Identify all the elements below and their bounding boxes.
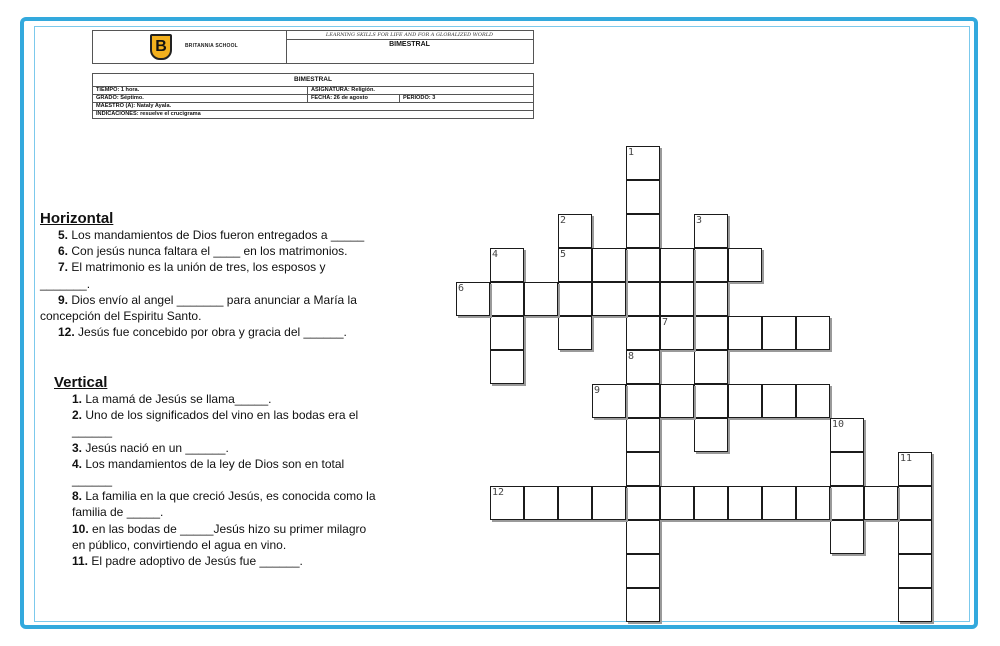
crossword-cell[interactable] bbox=[694, 350, 728, 384]
crossword-cell[interactable] bbox=[694, 316, 728, 350]
info-asignatura: ASIGNATURA: Religión. bbox=[308, 87, 534, 95]
clue-number-9: 9 bbox=[594, 385, 601, 396]
crossword-cell[interactable] bbox=[626, 248, 660, 282]
crossword-cell[interactable] bbox=[660, 248, 694, 282]
crossword-cell[interactable] bbox=[728, 248, 762, 282]
info-title: BIMESTRAL bbox=[93, 74, 534, 87]
crossword-cell[interactable] bbox=[490, 350, 524, 384]
crossword-cell[interactable] bbox=[626, 316, 660, 350]
crossword-cell[interactable] bbox=[524, 486, 558, 520]
crossword-cell[interactable] bbox=[864, 486, 898, 520]
crossword-cell[interactable] bbox=[660, 282, 694, 316]
crossword-cell[interactable] bbox=[898, 520, 932, 554]
clue-number-3: 3 bbox=[696, 215, 703, 226]
clue-number-11: 11 bbox=[900, 453, 913, 464]
clue-h9: 9. Dios envío al angel _______ para anunciar a María la bbox=[58, 292, 357, 307]
crossword-cell[interactable] bbox=[830, 486, 864, 520]
clue-v3: 3. Jesús nació en un ______. bbox=[72, 440, 229, 455]
crossword-cell[interactable] bbox=[830, 520, 864, 554]
crossword-cell[interactable] bbox=[592, 282, 626, 316]
crossword-cell[interactable] bbox=[592, 486, 626, 520]
crossword-cell[interactable] bbox=[592, 248, 626, 282]
clue-number-7: 7 bbox=[662, 317, 669, 328]
crossword-cell[interactable] bbox=[626, 180, 660, 214]
clue-v2-cont: ______ bbox=[72, 424, 113, 439]
clue-h9-cont: concepción del Espiritu Santo. bbox=[40, 309, 202, 324]
clue-v4-cont: ______ bbox=[72, 473, 113, 488]
crossword-cell[interactable] bbox=[626, 384, 660, 418]
crossword-cell[interactable] bbox=[558, 486, 592, 520]
clue-number-1: 1 bbox=[628, 147, 635, 158]
clue-v4: 4. Los mandamientos de la ley de Dios son en total bbox=[72, 456, 345, 471]
clue-number-5: 5 bbox=[560, 249, 567, 260]
clue-v10: 10. en las bodas de _____Jesús hizo su primer milagro bbox=[72, 521, 367, 536]
horizontal-clues bbox=[40, 211, 440, 340]
crossword-cell[interactable] bbox=[660, 384, 694, 418]
crossword-cell[interactable] bbox=[626, 486, 660, 520]
info-indicaciones: INDICACIONES: resuelve el crucigrama bbox=[93, 111, 534, 119]
crossword-cell[interactable] bbox=[626, 282, 660, 316]
crossword-cell[interactable] bbox=[898, 486, 932, 520]
crossword-cell[interactable] bbox=[626, 520, 660, 554]
clue-number-6: 6 bbox=[458, 283, 465, 294]
crossword-cell[interactable] bbox=[490, 316, 524, 350]
clue-v2: 2. Uno de los significados del vino en las bodas era el bbox=[72, 408, 359, 423]
crossword-cell[interactable] bbox=[490, 282, 524, 316]
crossword-cell[interactable] bbox=[762, 384, 796, 418]
info-maestro: MAESTRO (A): Nataly Ayala. bbox=[93, 103, 534, 111]
crossword-cell[interactable] bbox=[626, 588, 660, 622]
clue-v11: 11. El padre adoptivo de Jesús fue ______. bbox=[72, 554, 303, 569]
clue-h5: 5. Los mandamientos de Dios fueron entregados a _____ bbox=[58, 228, 365, 242]
clue-h12: 12. Jesús fue concebido por obra y gracia del ______. bbox=[58, 325, 347, 340]
horizontal-title: Horizontal bbox=[40, 210, 114, 227]
crossword-cell[interactable] bbox=[762, 316, 796, 350]
school-header bbox=[92, 30, 534, 64]
info-periodo: PERIODO: 3 bbox=[400, 95, 534, 103]
crossword-cell[interactable] bbox=[728, 486, 762, 520]
clue-number-10: 10 bbox=[832, 419, 845, 430]
clue-h7-cont: _______. bbox=[40, 276, 91, 291]
clue-v1: 1. La mamá de Jesús se llama_____. bbox=[72, 392, 272, 406]
crossword-cell[interactable] bbox=[524, 282, 558, 316]
logo-cell bbox=[93, 31, 287, 63]
crossword-cell[interactable] bbox=[558, 316, 592, 350]
header-title: BIMESTRAL bbox=[389, 41, 430, 48]
crossword-cell[interactable] bbox=[694, 282, 728, 316]
school-motto: LEARNING SKILLS FOR LIFE AND FOR A GLOBALIZED WORLD bbox=[286, 31, 533, 40]
crossword-cell[interactable] bbox=[558, 282, 592, 316]
clue-number-8: 8 bbox=[628, 351, 635, 362]
vertical-title: Vertical bbox=[54, 374, 108, 391]
crossword-cell[interactable] bbox=[796, 316, 830, 350]
clue-number-12: 12 bbox=[492, 487, 505, 498]
info-tiempo: TIEMPO: 1 hora. bbox=[93, 87, 308, 95]
clue-number-2: 2 bbox=[560, 215, 567, 226]
crossword-cell[interactable] bbox=[728, 384, 762, 418]
school-name: BRITANNIA SCHOOL bbox=[185, 43, 238, 49]
info-fecha: FECHA: 26 de agosto bbox=[308, 95, 400, 103]
clue-v8-cont: familia de _____. bbox=[72, 505, 164, 520]
crossword-cell[interactable] bbox=[660, 486, 694, 520]
crossword-cell[interactable] bbox=[830, 452, 864, 486]
clue-h6: 6. Con jesús nunca faltara el ____ en los matrimonios. bbox=[58, 244, 348, 259]
crossword-cell[interactable] bbox=[796, 486, 830, 520]
crossword-cell[interactable] bbox=[728, 316, 762, 350]
exam-info-table bbox=[92, 73, 534, 119]
crossword-cell[interactable] bbox=[694, 418, 728, 452]
crossword-cell[interactable] bbox=[796, 384, 830, 418]
clue-v8: 8. La familia en la que creció Jesús, es conocida como la bbox=[72, 489, 376, 504]
crossword-cell[interactable] bbox=[898, 554, 932, 588]
crossword-cell[interactable] bbox=[626, 452, 660, 486]
crossword-cell[interactable] bbox=[762, 486, 796, 520]
school-logo-icon: B bbox=[150, 34, 172, 60]
clue-h7: 7. El matrimonio es la unión de tres, los esposos y bbox=[58, 260, 326, 275]
crossword-cell[interactable] bbox=[694, 384, 728, 418]
crossword-cell[interactable] bbox=[898, 588, 932, 622]
crossword-cell[interactable] bbox=[626, 554, 660, 588]
clue-number-4: 4 bbox=[492, 249, 499, 260]
vertical-clues bbox=[54, 375, 434, 569]
crossword-cell[interactable] bbox=[694, 248, 728, 282]
info-grado: GRADO: Séptimo. bbox=[93, 95, 308, 103]
crossword-cell[interactable] bbox=[694, 486, 728, 520]
clue-v10-cont: en público, convirtiendo el agua en vino. bbox=[72, 537, 287, 552]
crossword-cell[interactable] bbox=[626, 214, 660, 248]
crossword-cell[interactable] bbox=[626, 418, 660, 452]
